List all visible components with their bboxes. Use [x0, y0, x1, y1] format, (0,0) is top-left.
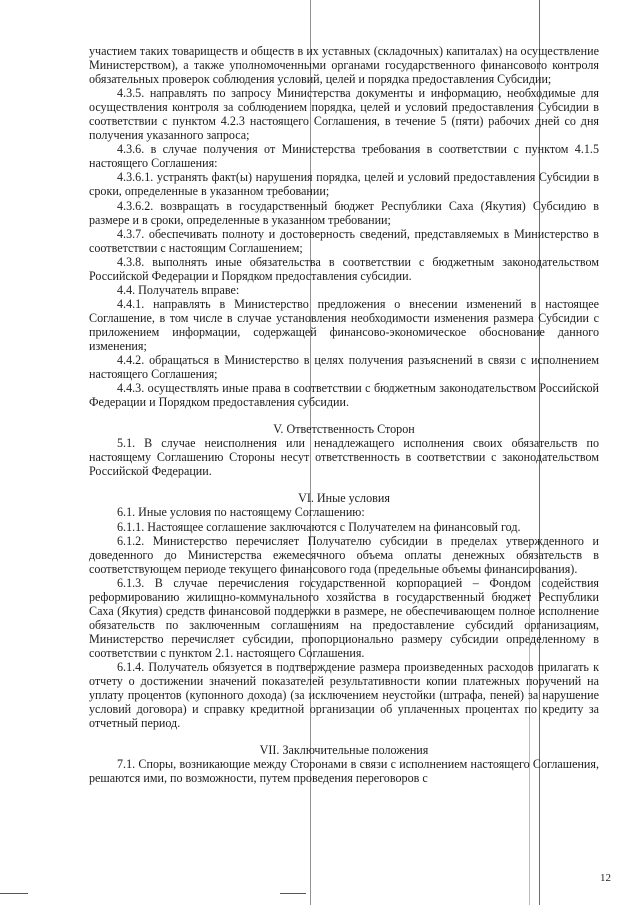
paragraph-4-3-6-2: 4.3.6.2. возвращать в государственный бюджет Республики Саха (Якутия) Субсидию в размере и в сроки, определенные в указанном требовании;	[89, 198, 599, 227]
paragraph-7-1: 7.1. Споры, возникающие между Сторонами в связи с исполнением настоящего Соглашения, решаются ими, по возможности, путем проведения переговоров с	[89, 757, 599, 786]
paragraph-4-4: 4.4. Получатель вправе:	[117, 282, 240, 297]
paragraph-6-1-4: 6.1.4. Получатель обязуется в подтверждение размера произведенных расходов прилагать к отчету о достижении значений показателей результативности копии платежных поручений на уплату процентов (купонного дохода) (за исключением неустойки (штрафа, пеней) за нарушение условий договора) и справку кредитной организации об уплаченных процентах по кредиту за отчетный период.	[89, 659, 599, 731]
page-number: 12	[600, 872, 611, 884]
paragraph-4-3-5: 4.3.5. направлять по запросу Министерства документы и информацию, необходимые для осуществления контроля за соблюдением порядка, целей и условий предоставления Субсидии в соответствии с пунктом 4.2.3 настоящего Соглашения, в течение 5 (пяти) рабочих дней со дня получения указанного запроса;	[89, 86, 599, 143]
section-heading-5: V. Ответственность Сторон	[273, 422, 415, 437]
paragraph-4-4-3: 4.4.3. осуществлять иные права в соответствии с бюджетным законодательством Российской Федерации и Порядком предоставления субсидии.	[89, 381, 599, 410]
paragraph-4-3-6: 4.3.6. в случае получения от Министерства требования в соответствии с пунктом 4.1.5 настоящего Соглашения:	[89, 142, 599, 171]
paragraph-6-1-2: 6.1.2. Министерство перечисляет Получателю субсидии в пределах утвержденного и доведенного до Министерства ежемесячного объема оплаты денежных обязательств в соответствующем периоде текущего финансового года (предельные объемы финансирования).	[89, 533, 599, 576]
paragraph-4-3-7: 4.3.7. обеспечивать полноту и достоверность сведений, представляемых в Министерство в соответствии с настоящим Соглашением;	[89, 226, 599, 255]
document-body	[89, 44, 599, 785]
paragraph-4-3-8: 4.3.8. выполнять иные обязательства в соответствии с бюджетным законодательством Российской Федерации и Порядком предоставления субсидии.	[89, 254, 599, 283]
paragraph-6-1-3: 6.1.3. В случае перечисления государственной корпорацией – Фондом содействия реформированию жилищно-коммунального хозяйства в государственный бюджет Республики Саха (Якутия) средств финансовой поддержки в размере, не обеспечивающем полное исполнение обязательств по заключенным соглашениям на предоставление субсидий организациям, Министерство перечисляет субсидии, пропорционально размеру субсидии определенному в соответствии с пунктом 2.1. настоящего Соглашения.	[89, 575, 599, 660]
paragraph-continuation: участием таких товариществ и обществ в их уставных (складочных) капиталах) на осуществление Министерством), а также уполномоченными органами государственного финансового контроля обязательных проверок соблюдения условий, целей и порядка предоставления Субсидии;	[89, 44, 599, 87]
scan-mark-bottom-left	[0, 893, 28, 894]
section-heading-7: VII. Заключительные положения	[259, 743, 429, 758]
section-heading-6: VI. Иные условия	[298, 491, 390, 506]
paragraph-6-1-1: 6.1.1. Настоящее соглашение заключаются с Получателем на финансовый год.	[117, 519, 521, 534]
paragraph-4-4-1: 4.4.1. направлять в Министерство предложения о внесении изменений в настоящее Соглашение, в том числе в случае установления необходимости изменения размера Субсидии с приложением информации, содержащей финансово-экономическое обоснование данного изменения;	[89, 296, 599, 353]
paragraph-5-1: 5.1. В случае неисполнения или ненадлежащего исполнения своих обязательств по настоящему Соглашению Стороны несут ответственность в соответствии с законодательством Российской Федерации.	[89, 436, 599, 479]
paragraph-4-3-6-1: 4.3.6.1. устранять факт(ы) нарушения порядка, целей и условий предоставления Субсидии в сроки, определенные в указанном требовании;	[89, 170, 599, 199]
paragraph-4-4-2: 4.4.2. обращаться в Министерство в целях получения разъяснений в связи с исполнением настоящего Соглашения;	[89, 353, 599, 382]
paragraph-6-1: 6.1. Иные условия по настоящему Соглашению:	[117, 505, 365, 520]
scan-mark-bottom-mid	[280, 893, 306, 894]
